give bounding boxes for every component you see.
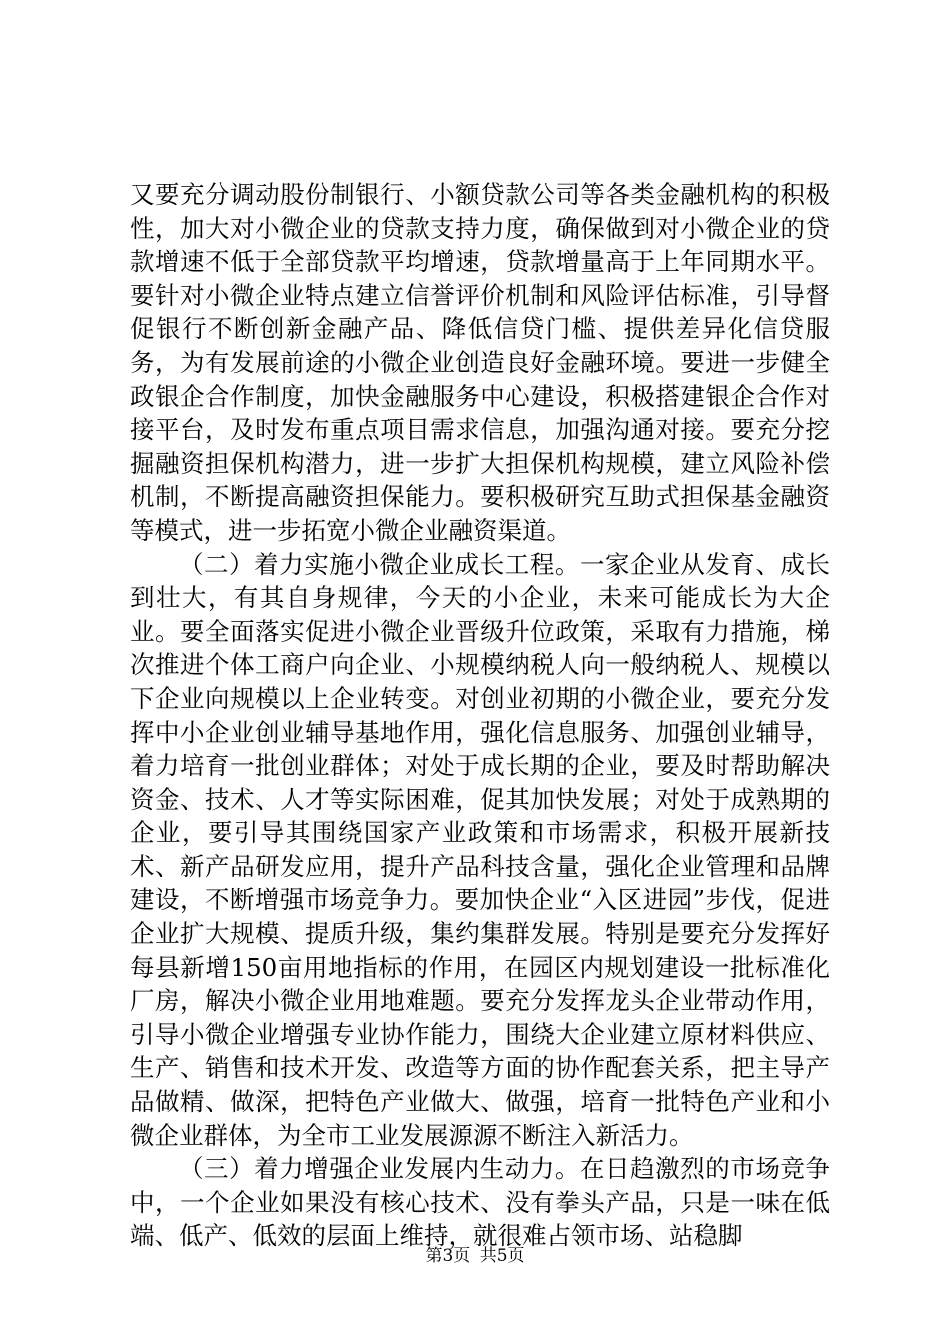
page-footer bbox=[0, 1245, 950, 1267]
paragraph-1: 又要充分调动股份制银行、小额贷款公司等各类金融机构的积极性，加大对小微企业的贷款支持力度，确保做到对小微企业的贷款增速不低于全部贷款平均增速，贷款增量高于上年同期水平。要针对小微企业特点建立信誉评价机制和风险评估标准，引导督促银行不断创新金融产品、降低信贷门槛、提供差异化信贷服务，为有发展前途的小微企业创造良好金融环境。要进一步健全政银企合作制度，加快金融服务中心建设，积极搭建银企合作对接平台，及时发布重点项目需求信息，加强沟通对接。要充分挖掘融资担保机构潜力，进一步扩大担保机构规模，建立风险补偿机制，不断提高融资担保能力。要积极研究互助式担保基金融资等模式，进一步拓宽小微企业融资渠道。 bbox=[130, 180, 830, 545]
page-total: 共5页 bbox=[479, 1246, 525, 1266]
page-number: 第3页 bbox=[425, 1246, 471, 1266]
paragraph-2: （二）着力实施小微企业成长工程。一家企业从发育、成长到壮大，有其自身规律，今天的小企业，未来可能成长为大企业。要全面落实促进小微企业晋级升位政策，采取有力措施，梯次推进个体工商户向企业、小规模纳税人向一般纳税人、规模以下企业向规模以上企业转变。对创业初期的小微企业，要充分发挥中小企业创业辅导基地作用，强化信息服务、加强创业辅导，着力培育一批创业群体；对处于成长期的企业，要及时帮助解决资金、技术、人才等实际困难，促其加快发展；对处于成熟期的企业，要引导其围绕国家产业政策和市场需求，积极开展新技术、新产品研发应用，提升产品科技含量，强化企业管理和品牌建设，不断增强市场竞争力。要加快企业“入区进园”步伐，促进企业扩大规模、提质升级，集约集群发展。特别是要充分发挥好每县新增150亩用地指标的作用，在园区内规划建设一批标准化厂房，解决小微企业用地难题。要充分发挥龙头企业带动作用，引导小微企业增强专业协作能力，围绕大企业建立原材料供应、生产、销售和技术开发、改造等方面的协作配套关系，把主导产品做精、做深，把特色产业做大、做强，培育一批特色产业和小微企业群体，为全市工业发展源源不断注入新活力。 bbox=[130, 549, 830, 1150]
document-body bbox=[130, 178, 830, 1253]
paragraph-3: （三）着力增强企业发展内生动力。在日趋激烈的市场竞争中，一个企业如果没有核心技术、没有拳头产品，只是一味在低端、低产、低效的层面上维持，就很难占领市场、站稳脚 bbox=[130, 1154, 830, 1251]
